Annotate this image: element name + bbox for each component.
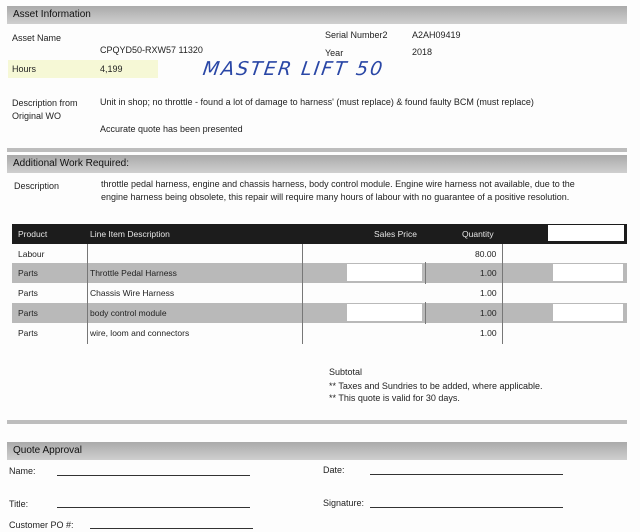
additional-description-label: Description bbox=[14, 181, 60, 191]
table-row bbox=[12, 323, 627, 343]
table-row bbox=[12, 263, 627, 283]
approval-signature-label: Signature: bbox=[323, 498, 365, 508]
handwritten-note: MASTER LIFT 50 bbox=[201, 58, 386, 80]
column-header-description: Line Item Description bbox=[90, 229, 170, 239]
hours-value: 4,199 bbox=[100, 64, 123, 74]
row-quantity: 1.00 bbox=[480, 268, 497, 278]
redacted-header-area bbox=[548, 225, 624, 241]
quote-approval-header: Quote Approval bbox=[7, 442, 627, 460]
row-description: body control module bbox=[90, 308, 167, 318]
column-header-product: Product bbox=[18, 229, 48, 239]
additional-description-line-2: engine harness being obsolete, this repair will require many hours of labour with no guarantee of a positive resolution. bbox=[101, 192, 570, 202]
description-value: Unit in shop; no throttle - found a lot of damage to harness' (must replace) & found faulty BCM (must replace) bbox=[100, 97, 534, 107]
serial-number-value: A2AH09419 bbox=[412, 30, 461, 40]
description-label-line-2: Original WO bbox=[12, 111, 62, 121]
approval-date-label: Date: bbox=[323, 465, 345, 475]
redacted-total-price bbox=[553, 304, 623, 321]
redacted-sales-price bbox=[347, 264, 422, 281]
serial-number-label: Serial Number2 bbox=[325, 30, 388, 40]
row-product: Parts bbox=[18, 308, 38, 318]
row-description: Chassis Wire Harness bbox=[90, 288, 175, 298]
column-divider bbox=[502, 244, 503, 344]
approval-title-field[interactable] bbox=[57, 507, 250, 508]
column-header-quantity: Quantity bbox=[462, 229, 494, 239]
quote-presented-note: Accurate quote has been presented bbox=[100, 124, 243, 134]
asset-name-label: Asset Name bbox=[12, 33, 62, 43]
table-row bbox=[12, 303, 627, 323]
row-product: Parts bbox=[18, 328, 38, 338]
column-divider bbox=[87, 244, 88, 344]
divider bbox=[7, 420, 627, 424]
column-divider bbox=[302, 244, 303, 344]
approval-name-field[interactable] bbox=[57, 475, 250, 476]
year-label: Year bbox=[325, 48, 344, 58]
description-label-line-1: Description from bbox=[12, 98, 78, 108]
approval-signature-field[interactable] bbox=[370, 507, 563, 508]
table-header bbox=[12, 224, 627, 244]
row-quantity: 1.00 bbox=[480, 288, 497, 298]
asset-information-header: Asset Information bbox=[7, 6, 627, 24]
additional-work-header: Additional Work Required: bbox=[7, 155, 627, 173]
approval-name-label: Name: bbox=[9, 466, 36, 476]
row-quantity: 1.00 bbox=[480, 308, 497, 318]
column-header-sales-price: Sales Price bbox=[374, 229, 417, 239]
table-row bbox=[12, 244, 627, 264]
row-product: Labour bbox=[18, 249, 45, 259]
table-row bbox=[12, 283, 627, 303]
asset-name-value: CPQYD50-RXW57 11320 bbox=[100, 45, 203, 55]
customer-po-label: Customer PO #: bbox=[9, 520, 74, 530]
approval-title-label: Title: bbox=[9, 499, 29, 509]
row-description: Throttle Pedal Harness bbox=[90, 268, 177, 278]
additional-description-line-1: throttle pedal harness, engine and chassis harness, body control module. Engine wire harness not available, due to the bbox=[101, 179, 575, 189]
customer-po-field[interactable] bbox=[90, 528, 253, 529]
taxes-note: ** Taxes and Sundries to be added, where applicable. bbox=[329, 381, 543, 391]
subtotal-label: Subtotal bbox=[329, 367, 363, 377]
approval-date-field[interactable] bbox=[370, 474, 563, 475]
column-divider bbox=[425, 302, 426, 324]
validity-note: ** This quote is valid for 30 days. bbox=[329, 393, 460, 403]
divider bbox=[7, 148, 627, 152]
row-product: Parts bbox=[18, 288, 38, 298]
year-value: 2018 bbox=[412, 47, 433, 57]
column-divider bbox=[425, 262, 426, 284]
redacted-sales-price bbox=[347, 304, 422, 321]
row-quantity: 1.00 bbox=[480, 328, 497, 338]
row-quantity: 80.00 bbox=[475, 249, 497, 259]
hours-label: Hours bbox=[12, 64, 37, 74]
redacted-total-price bbox=[553, 264, 623, 281]
row-description: wire, loom and connectors bbox=[90, 328, 190, 338]
row-product: Parts bbox=[18, 268, 38, 278]
